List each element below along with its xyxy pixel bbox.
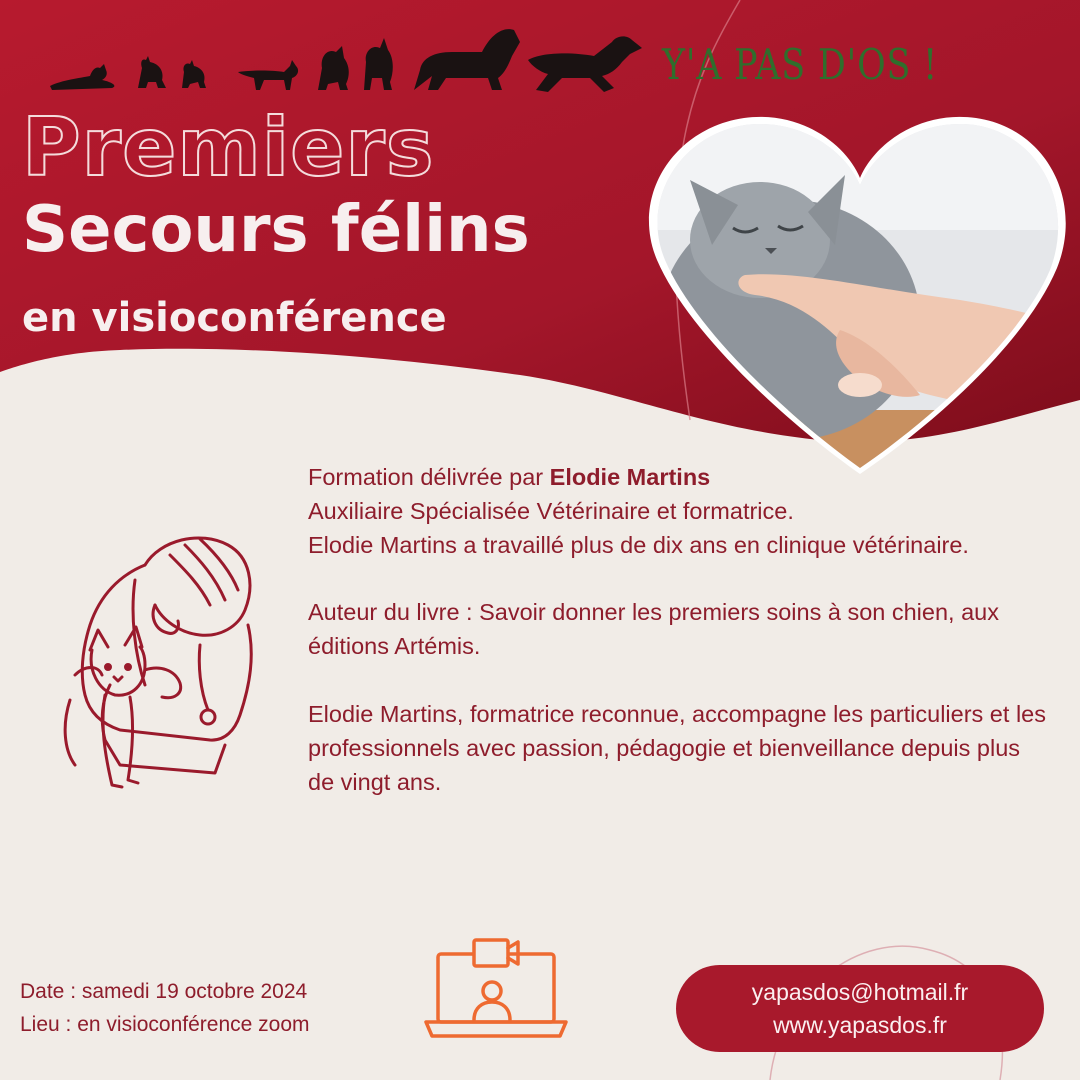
book-author-paragraph: Auteur du livre : Savoir donner les premiers soins à son chien, aux éditions Artémis.: [308, 599, 999, 660]
title-line-premiers: Premiers: [22, 101, 435, 194]
trainer-bio-paragraph: Elodie Martins, formatrice reconnue, accompagne les particuliers et les professionnels avec passion, pédagogie et bienveillance depuis plus de vingt ans.: [308, 701, 1046, 795]
contact-pill: [676, 965, 1044, 1052]
title-line-visioconference: en visioconférence: [22, 295, 447, 341]
trainer-description: [308, 461, 1048, 800]
brand-logo-text: Y'A PAS D'OS !: [662, 40, 938, 89]
trainer-experience: Elodie Martins a travaillé plus de dix ans en clinique vétérinaire.: [308, 531, 969, 558]
cat-dog-silhouettes-icon: [42, 12, 652, 97]
vet-holding-cat-illustration-icon: [50, 525, 265, 800]
event-details: [20, 976, 310, 1041]
title-line-secours-felins: Secours félins: [22, 193, 530, 267]
contact-website-link[interactable]: www.yapasdos.fr: [773, 1011, 947, 1038]
intro-prefix: Formation délivrée par: [308, 464, 550, 490]
intro-line: [308, 461, 1048, 495]
contact-email-link[interactable]: yapasdos@hotmail.fr: [751, 979, 969, 1006]
laptop-webinar-icon: [422, 936, 570, 1046]
trainer-name: Elodie Martins: [549, 464, 711, 490]
trainer-role: Auxiliaire Spécialisée Vétérinaire et formatrice.: [308, 497, 794, 524]
event-place: Lieu : en visioconférence zoom: [20, 1012, 310, 1036]
event-date: Date : samedi 19 octobre 2024: [20, 980, 308, 1003]
